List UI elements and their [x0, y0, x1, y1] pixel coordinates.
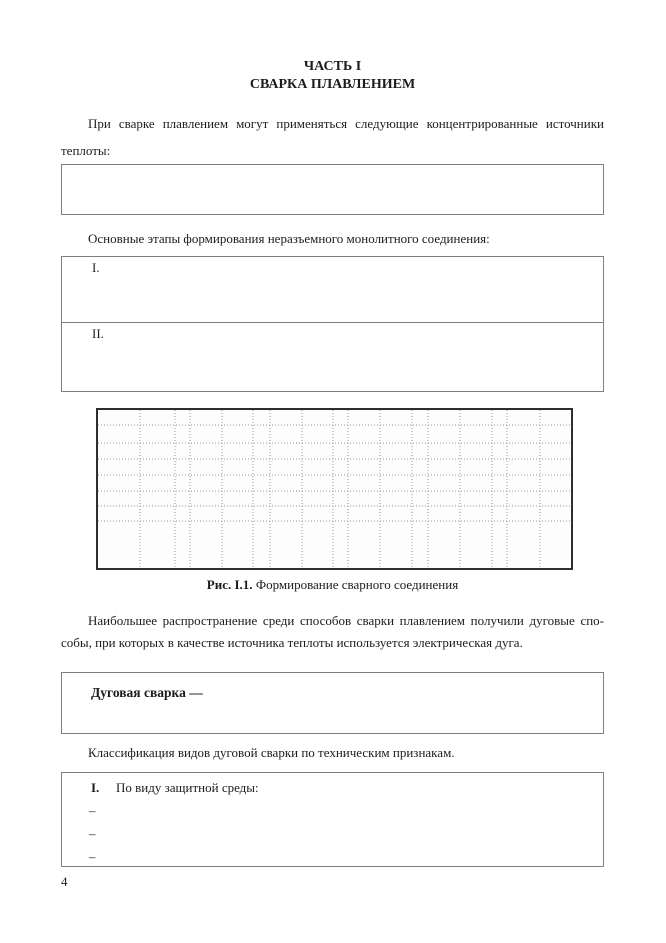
definition-term: Дуговая сварка —: [91, 685, 203, 700]
page-heading: [61, 58, 604, 94]
classification-box: [61, 772, 604, 867]
arc-paragraph: [61, 610, 604, 654]
answer-box-stages: [61, 256, 604, 392]
page-number: 4: [61, 874, 68, 889]
arc-line-1: Наибольшее распространение среди способов сварки плавлением получили дуговые спо-: [88, 613, 604, 628]
stage-one-numeral: I.: [92, 260, 100, 275]
grid-figure: [96, 408, 573, 570]
intro-paragraph: [61, 110, 604, 164]
grid-figure-svg: [98, 410, 571, 568]
dash-line: –: [89, 849, 96, 864]
arc-line-2: собы, при которых в качестве источника теплоты используется электрическая дуга.: [61, 635, 523, 650]
page-title: СВАРКА ПЛАВЛЕНИЕМ: [249, 77, 416, 92]
intro-line-2: теплоты:: [61, 143, 111, 158]
stages-prompt: Основные этапы формирования неразъемного монолитного соединения:: [88, 231, 490, 246]
classification-item-numeral: I.: [91, 780, 100, 795]
stage-two-numeral: II.: [92, 326, 104, 341]
part-label: ЧАСТЬ I: [303, 59, 362, 74]
classification-item: [62, 776, 603, 799]
answer-box-heat-sources: [61, 164, 604, 215]
stage-two-cell: [62, 323, 603, 391]
figure-caption-text: Формирование сварного соединения: [252, 577, 459, 592]
dash-line: –: [89, 803, 96, 818]
figure-caption-label: Рис. I.1.: [206, 577, 253, 592]
classification-item-text: По виду защитной среды:: [116, 780, 259, 795]
figure-caption: [61, 576, 604, 593]
intro-line-1: При сварке плавлением могут применяться следующие концентрированные источники: [88, 116, 604, 131]
stage-one-cell: [62, 257, 603, 323]
definition-box: [61, 672, 604, 734]
classification-prompt: Классификация видов дуговой сварки по техническим признакам.: [88, 745, 455, 760]
dash-line: –: [89, 826, 96, 841]
